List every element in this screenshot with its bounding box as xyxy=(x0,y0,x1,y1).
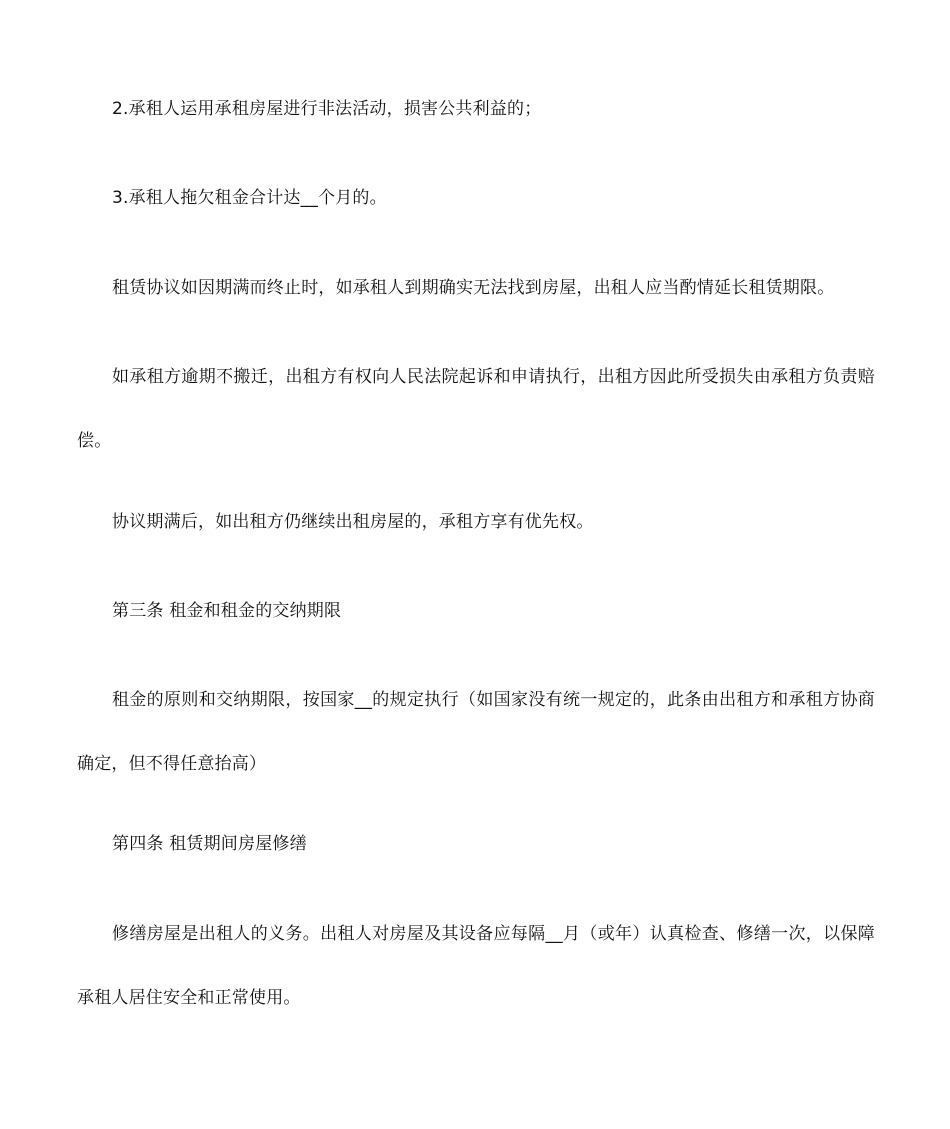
paragraph-repair-obligation: 修缮房屋是出租人的义务。出租人对房屋及其设备应每隔__月（或年）认真检查、修缮一次，以保障承租人居住安全和正常使用。 xyxy=(77,924,875,1008)
paragraph-priority-right: 协议期满后，如出租方仍继续出租房屋的，承租方享有优先权。 xyxy=(112,512,594,532)
paragraph-illegal-activity: 2.承租人运用承租房屋进行非法活动，损害公共利益的； xyxy=(112,99,542,119)
section-heading-article-3: 第三条 租金和租金的交纳期限 xyxy=(112,601,342,621)
section-heading-article-4: 第四条 租赁期间房屋修缮 xyxy=(112,834,307,854)
paragraph-rent-standard: 租金的原则和交纳期限，按国家__的规定执行（如国家没有统一规定的，此条由出租方和承租方协商确定，但不得任意抬高） xyxy=(77,690,875,774)
paragraph-overdue-relocation: 如承租方逾期不搬迁，出租方有权向人民法院起诉和申请执行，出租方因此所受损失由承租方负责赔偿。 xyxy=(77,367,875,451)
paragraph-lease-extension: 租赁协议如因期满而终止时，如承租人到期确实无法找到房屋，出租人应当酌情延长租赁期限。 xyxy=(112,278,835,298)
paragraph-rent-arrears: 3.承租人拖欠租金合计达__个月的。 xyxy=(112,188,387,208)
